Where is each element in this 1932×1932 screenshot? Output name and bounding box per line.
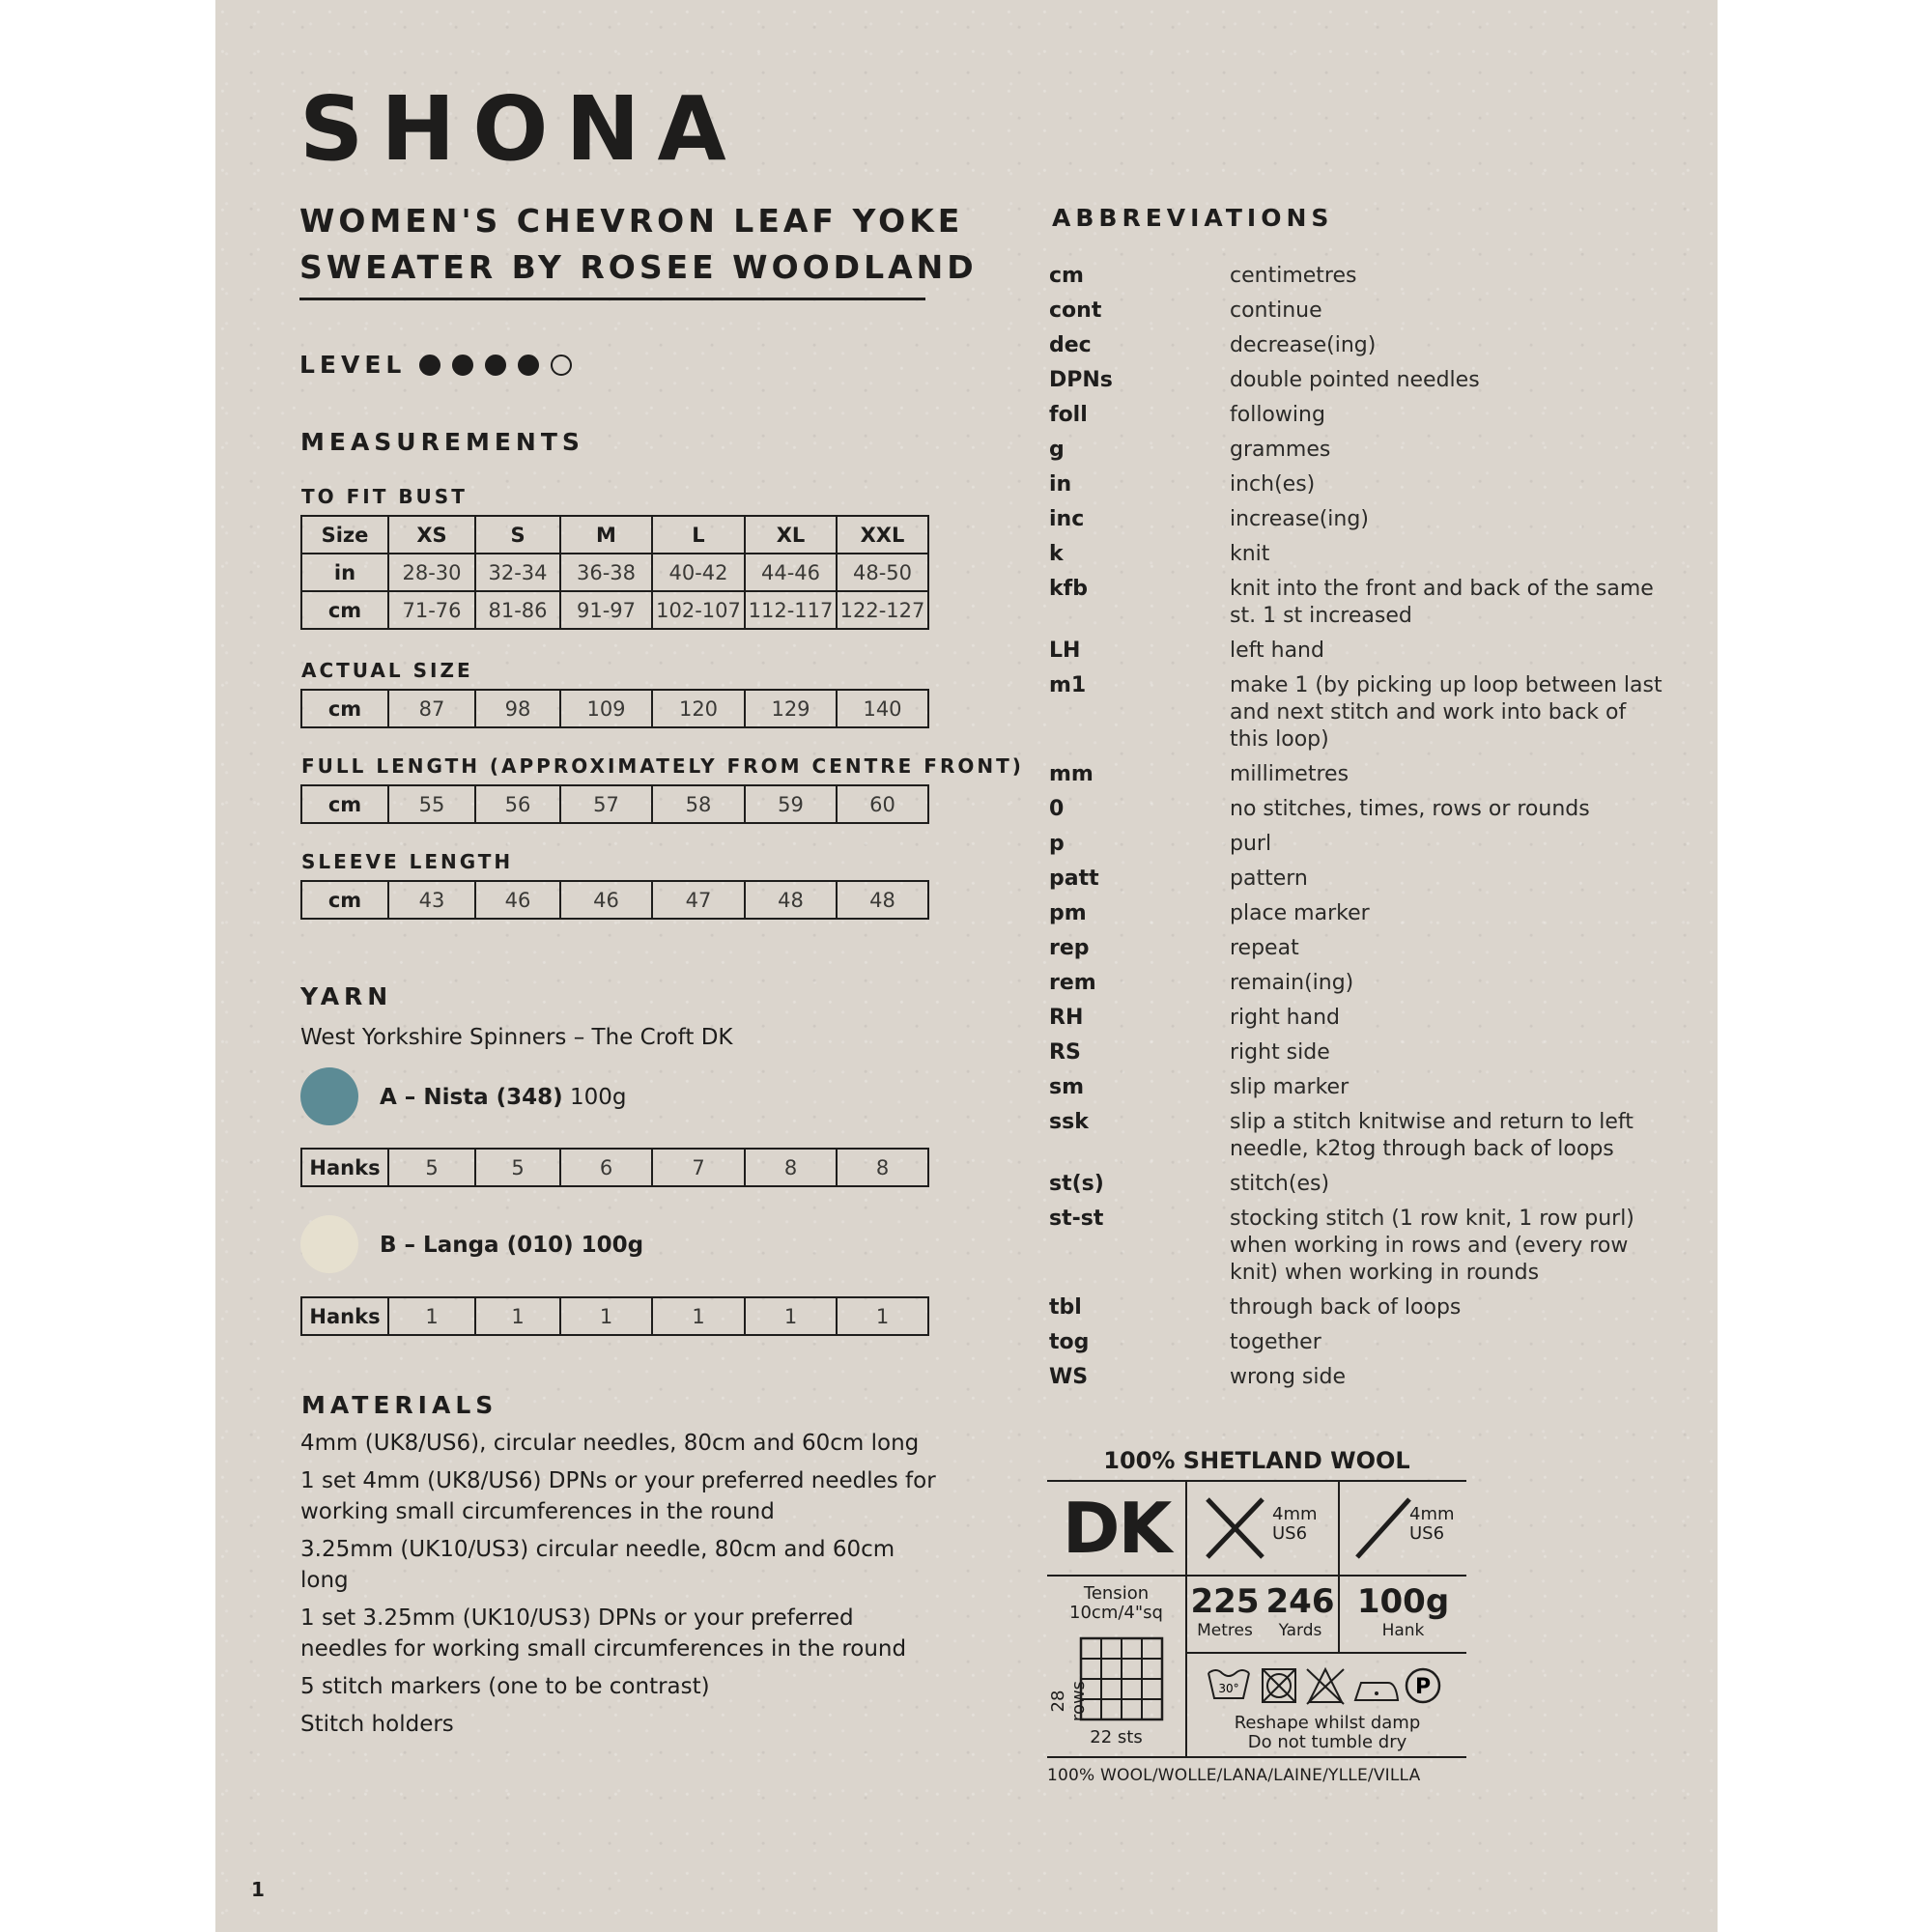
yarn-a-weight: 100g <box>570 1085 627 1110</box>
care-line-1: Reshape whilst damp <box>1234 1713 1421 1733</box>
subtitle-line-2: SWEATER BY ROSEE WOODLAND <box>299 248 978 286</box>
table-cell: 1 <box>388 1297 475 1335</box>
yarn-heading: YARN <box>300 982 393 1010</box>
list-item <box>1049 1294 1667 1321</box>
table-row <box>301 1297 928 1335</box>
abbreviation-meaning: following <box>1230 403 1325 427</box>
abbreviation-meaning: remain(ing) <box>1230 971 1354 995</box>
table-cell: 8 <box>837 1149 928 1186</box>
abbreviation-term: m1 <box>1049 673 1087 697</box>
list-item: 3.25mm (UK10/US3) circular needle, 80cm and 60cm long <box>300 1537 895 1593</box>
difficulty-level <box>299 351 583 379</box>
table-cell: 28-30 <box>388 554 475 591</box>
label-bottom-row <box>1047 1577 1466 1758</box>
needle-us: US6 <box>1272 1523 1308 1544</box>
abbreviation-meaning: stitch(es) <box>1230 1172 1330 1196</box>
table-cell: 1 <box>745 1297 837 1335</box>
abbreviation-meaning: no stitches, times, rows or rounds <box>1230 797 1590 821</box>
sleeve-length-heading: SLEEVE LENGTH <box>301 850 514 873</box>
list-item <box>1049 506 1667 533</box>
table-cell: 122-127 <box>837 591 928 629</box>
abbreviation-meaning: knit <box>1230 542 1270 566</box>
table-cell: 7 <box>652 1149 745 1186</box>
abbreviation-meaning: inch(es) <box>1230 472 1316 497</box>
tension-cell <box>1047 1577 1187 1756</box>
actual-size-table <box>300 689 929 728</box>
abbreviation-term: k <box>1049 542 1064 566</box>
abbreviation-term: DPNs <box>1049 368 1113 392</box>
table-cell: 5 <box>388 1149 475 1186</box>
abbreviation-term: ssk <box>1049 1110 1089 1134</box>
abbreviation-meaning: repeat <box>1230 936 1299 960</box>
table-cell: 112-117 <box>745 591 837 629</box>
materials-list <box>300 1428 938 1747</box>
table-cell: 48 <box>745 881 837 919</box>
bust-table <box>300 515 929 630</box>
hook-us: US6 <box>1409 1523 1445 1544</box>
label-top-row <box>1047 1480 1466 1577</box>
list-item <box>1049 1329 1667 1356</box>
table-cell: XL <box>745 516 837 554</box>
materials-heading: MATERIALS <box>301 1391 498 1419</box>
table-cell: 43 <box>388 881 475 919</box>
abbreviation-meaning: purl <box>1230 832 1272 856</box>
table-row <box>301 690 928 727</box>
table-cell: 1 <box>652 1297 745 1335</box>
table-cell: 40-42 <box>652 554 745 591</box>
measurements-heading: MEASUREMENTS <box>300 428 584 456</box>
table-cell: Hanks <box>301 1149 388 1186</box>
table-cell: 48 <box>837 881 928 919</box>
abbreviation-term: foll <box>1049 403 1088 427</box>
sleeve-length-table <box>300 880 929 920</box>
list-item <box>1049 541 1667 568</box>
hank-weight: 100g <box>1356 1582 1450 1621</box>
no-tumble-dry-icon <box>1263 1669 1295 1702</box>
abbreviation-meaning: wrong side <box>1230 1365 1346 1389</box>
abbreviation-meaning: centimetres <box>1230 264 1357 288</box>
table-cell: 140 <box>837 690 928 727</box>
wash-temp: 30° <box>1218 1682 1239 1695</box>
yarn-b-name: B – Langa (010) 100g <box>380 1233 644 1258</box>
list-item <box>1049 332 1667 359</box>
list-item <box>1049 970 1667 997</box>
abbreviation-meaning: stocking stitch (1 row knit, 1 row purl) when working in rows and (every row knit) when working in rounds <box>1230 1207 1634 1285</box>
level-dot-filled <box>518 355 539 376</box>
list-item <box>1049 576 1667 630</box>
actual-size-heading: ACTUAL SIZE <box>301 659 473 682</box>
hook-mm: 4mm <box>1409 1504 1455 1524</box>
abbreviation-meaning: place marker <box>1230 901 1370 925</box>
pattern-title: SHONA <box>299 77 744 181</box>
list-item <box>1049 761 1667 788</box>
table-cell: 102-107 <box>652 591 745 629</box>
abbreviation-term: in <box>1049 472 1072 497</box>
abbreviation-meaning: slip a stitch knitwise and return to left needle, k2tog through back of loops <box>1230 1110 1634 1161</box>
table-cell: 120 <box>652 690 745 727</box>
table-cell: cm <box>301 591 388 629</box>
list-item <box>1049 471 1667 498</box>
iron-low-icon <box>1355 1683 1398 1700</box>
hook-cell <box>1340 1482 1466 1575</box>
table-cell: 1 <box>560 1297 652 1335</box>
table-cell: 98 <box>475 690 560 727</box>
label-heading: 100% SHETLAND WOOL <box>1103 1447 1410 1474</box>
table-cell: cm <box>301 690 388 727</box>
level-dots <box>419 355 583 376</box>
no-bleach-icon <box>1307 1669 1344 1704</box>
yarn-weight: DK <box>1047 1482 1187 1575</box>
list-item <box>1049 1206 1667 1287</box>
yards-block <box>1266 1577 1335 1652</box>
abbreviation-meaning: continue <box>1230 298 1322 323</box>
abbreviation-meaning: right side <box>1230 1040 1330 1065</box>
list-item <box>1049 1364 1667 1391</box>
table-row <box>301 516 928 554</box>
yards-value: 246 <box>1265 1582 1335 1621</box>
metres-value: 225 <box>1190 1582 1260 1621</box>
length-weight-row <box>1187 1577 1466 1654</box>
yarn-a-swatch <box>300 1067 358 1125</box>
abbreviation-meaning: left hand <box>1230 639 1324 663</box>
tension-rows: 28 rows <box>1048 1680 1089 1722</box>
table-row <box>301 1149 928 1186</box>
table-row <box>301 591 928 629</box>
page-number: 1 <box>251 1878 265 1901</box>
yarn-b-hanks-table <box>300 1296 929 1336</box>
abbreviation-term: cont <box>1049 298 1102 323</box>
list-item: 5 stitch markers (one to be contrast) <box>300 1674 710 1699</box>
abbreviations-list <box>1049 263 1667 1399</box>
abbreviation-meaning: decrease(ing) <box>1230 333 1377 357</box>
yarn-a-name: A – Nista (348) <box>380 1085 563 1110</box>
table-row <box>301 881 928 919</box>
abbreviation-term: patt <box>1049 867 1099 891</box>
list-item <box>1049 796 1667 823</box>
list-item <box>1049 1171 1667 1198</box>
abbreviation-meaning: pattern <box>1230 867 1308 891</box>
table-cell: 32-34 <box>475 554 560 591</box>
list-item <box>1049 402 1667 429</box>
table-cell: 48-50 <box>837 554 928 591</box>
table-cell: cm <box>301 785 388 823</box>
table-cell: 87 <box>388 690 475 727</box>
tension-size: 10cm/4"sq <box>1069 1603 1163 1623</box>
list-item <box>1049 298 1667 325</box>
abbreviation-term: kfb <box>1049 577 1088 601</box>
level-dot-filled <box>452 355 473 376</box>
dry-clean-letter: P <box>1414 1675 1432 1699</box>
level-dot-filled <box>485 355 506 376</box>
table-cell: 56 <box>475 785 560 823</box>
label-specs <box>1187 1577 1466 1756</box>
yarn-a-hanks-table <box>300 1148 929 1187</box>
abbreviation-meaning: together <box>1230 1330 1321 1354</box>
list-item <box>1049 1074 1667 1101</box>
abbreviation-term: RS <box>1049 1040 1081 1065</box>
list-item: 1 set 3.25mm (UK10/US3) DPNs or your preferred needles for working small circumferences in the round <box>300 1605 907 1662</box>
abbreviation-term: pm <box>1049 901 1087 925</box>
yarn-label <box>1047 1447 1466 1785</box>
list-item <box>1049 935 1667 962</box>
list-item <box>1049 900 1667 927</box>
yarn-b-label <box>380 1233 643 1258</box>
full-length-heading: FULL LENGTH (APPROXIMATELY FROM CENTRE FRONT) <box>301 754 1024 778</box>
needle-size <box>1272 1505 1318 1544</box>
abbreviation-term: RH <box>1049 1006 1084 1030</box>
list-item <box>1049 1005 1667 1032</box>
table-cell: 57 <box>560 785 652 823</box>
yarn-brand: West Yorkshire Spinners – The Croft DK <box>300 1025 733 1050</box>
abbreviation-term: 0 <box>1049 797 1065 821</box>
abbreviation-meaning: make 1 (by picking up loop between last and next stitch and work into back of this loop) <box>1230 673 1662 752</box>
abbreviation-term: tog <box>1049 1330 1090 1354</box>
abbreviation-term: inc <box>1049 507 1085 531</box>
yarn-a-label <box>380 1085 627 1110</box>
needle-mm: 4mm <box>1272 1504 1318 1524</box>
abbreviation-meaning: knit into the front and back of the same st. 1 st increased <box>1230 577 1654 628</box>
tension-sts: 22 sts <box>1090 1727 1143 1747</box>
table-row <box>301 785 928 823</box>
bust-heading: TO FIT BUST <box>301 485 468 508</box>
abbreviations-heading: ABBREVIATIONS <box>1052 204 1334 232</box>
abbreviation-term: st-st <box>1049 1207 1104 1231</box>
hank-cell <box>1340 1577 1466 1652</box>
table-cell: 109 <box>560 690 652 727</box>
level-label: LEVEL <box>299 351 407 379</box>
table-cell: 60 <box>837 785 928 823</box>
fibre-content: 100% WOOL/WOLLE/LANA/LAINE/YLLE/VILLA <box>1047 1766 1421 1785</box>
abbreviation-term: g <box>1049 438 1065 462</box>
table-cell: M <box>560 516 652 554</box>
abbreviation-meaning: through back of loops <box>1230 1295 1462 1320</box>
abbreviation-term: rep <box>1049 936 1090 960</box>
list-item <box>1049 638 1667 665</box>
list-item <box>1049 866 1667 893</box>
care-cell <box>1187 1654 1466 1756</box>
table-cell: XS <box>388 516 475 554</box>
table-cell: 47 <box>652 881 745 919</box>
hook-size <box>1409 1505 1455 1544</box>
subtitle-line-1: WOMEN'S CHEVRON LEAF YOKE <box>299 202 964 240</box>
hand-wash-30-icon <box>1208 1670 1249 1698</box>
list-item <box>1049 437 1667 464</box>
table-cell: in <box>301 554 388 591</box>
full-length-table <box>300 784 929 824</box>
table-cell: 46 <box>475 881 560 919</box>
list-item <box>1049 263 1667 290</box>
list-item: Stitch holders <box>300 1712 454 1737</box>
table-cell: 58 <box>652 785 745 823</box>
abbreviation-term: cm <box>1049 264 1084 288</box>
yarn-b-swatch <box>300 1215 358 1273</box>
list-item <box>1049 367 1667 394</box>
metres-label: Metres <box>1197 1621 1253 1640</box>
tension-title <box>1047 1584 1185 1623</box>
abbreviation-meaning: millimetres <box>1230 762 1350 786</box>
table-cell: 8 <box>745 1149 837 1186</box>
table-cell: Hanks <box>301 1297 388 1335</box>
needle-cell <box>1187 1482 1340 1575</box>
abbreviation-term: tbl <box>1049 1295 1082 1320</box>
abbreviation-term: dec <box>1049 333 1092 357</box>
table-cell: 6 <box>560 1149 652 1186</box>
abbreviation-meaning: increase(ing) <box>1230 507 1369 531</box>
level-dot-empty <box>551 355 572 376</box>
table-cell: 46 <box>560 881 652 919</box>
care-symbols <box>1205 1662 1475 1710</box>
abbreviation-term: rem <box>1049 971 1096 995</box>
list-item: 1 set 4mm (UK8/US6) DPNs or your preferred needles for working small circumferences in the round <box>300 1468 936 1524</box>
table-cell: Size <box>301 516 388 554</box>
list-item: 4mm (UK8/US6), circular needles, 80cm and 60cm long <box>300 1431 920 1456</box>
hank-label: Hank <box>1381 1621 1425 1640</box>
abbreviation-meaning: grammes <box>1230 438 1331 462</box>
table-cell: 71-76 <box>388 591 475 629</box>
abbreviation-meaning: right hand <box>1230 1006 1341 1030</box>
metres-block <box>1191 1577 1260 1652</box>
list-item <box>1049 1109 1667 1163</box>
abbreviation-meaning: slip marker <box>1230 1075 1350 1099</box>
abbreviation-term: sm <box>1049 1075 1085 1099</box>
table-cell: XXL <box>837 516 928 554</box>
table-cell: 5 <box>475 1149 560 1186</box>
abbreviation-term: WS <box>1049 1365 1089 1389</box>
table-cell: 1 <box>475 1297 560 1335</box>
list-item <box>1049 672 1667 753</box>
table-cell: cm <box>301 881 388 919</box>
dry-clean-icon <box>1406 1669 1439 1702</box>
title-divider <box>299 298 925 300</box>
table-cell: 44-46 <box>745 554 837 591</box>
list-item <box>1049 1039 1667 1066</box>
table-cell: L <box>652 516 745 554</box>
table-cell: 91-97 <box>560 591 652 629</box>
table-cell: 1 <box>837 1297 928 1335</box>
knitting-needles-icon <box>1203 1494 1270 1562</box>
table-cell: 36-38 <box>560 554 652 591</box>
length-cell <box>1187 1577 1340 1652</box>
table-cell: 55 <box>388 785 475 823</box>
level-dot-filled <box>419 355 440 376</box>
abbreviation-term: mm <box>1049 762 1094 786</box>
table-cell: 81-86 <box>475 591 560 629</box>
abbreviation-meaning: double pointed needles <box>1230 368 1480 392</box>
table-cell: 59 <box>745 785 837 823</box>
table-cell: 129 <box>745 690 837 727</box>
pattern-subtitle <box>299 198 978 291</box>
yards-label: Yards <box>1278 1621 1322 1640</box>
table-row <box>301 554 928 591</box>
care-instructions <box>1187 1714 1467 1752</box>
abbreviation-term: st(s) <box>1049 1172 1104 1196</box>
crochet-hook-icon <box>1350 1494 1417 1562</box>
list-item <box>1049 831 1667 858</box>
tension-grid-icon <box>1079 1636 1164 1721</box>
abbreviation-term: p <box>1049 832 1065 856</box>
care-line-2: Do not tumble dry <box>1247 1732 1407 1752</box>
table-cell: S <box>475 516 560 554</box>
abbreviation-term: LH <box>1049 639 1081 663</box>
tension-label: Tension <box>1083 1583 1150 1604</box>
